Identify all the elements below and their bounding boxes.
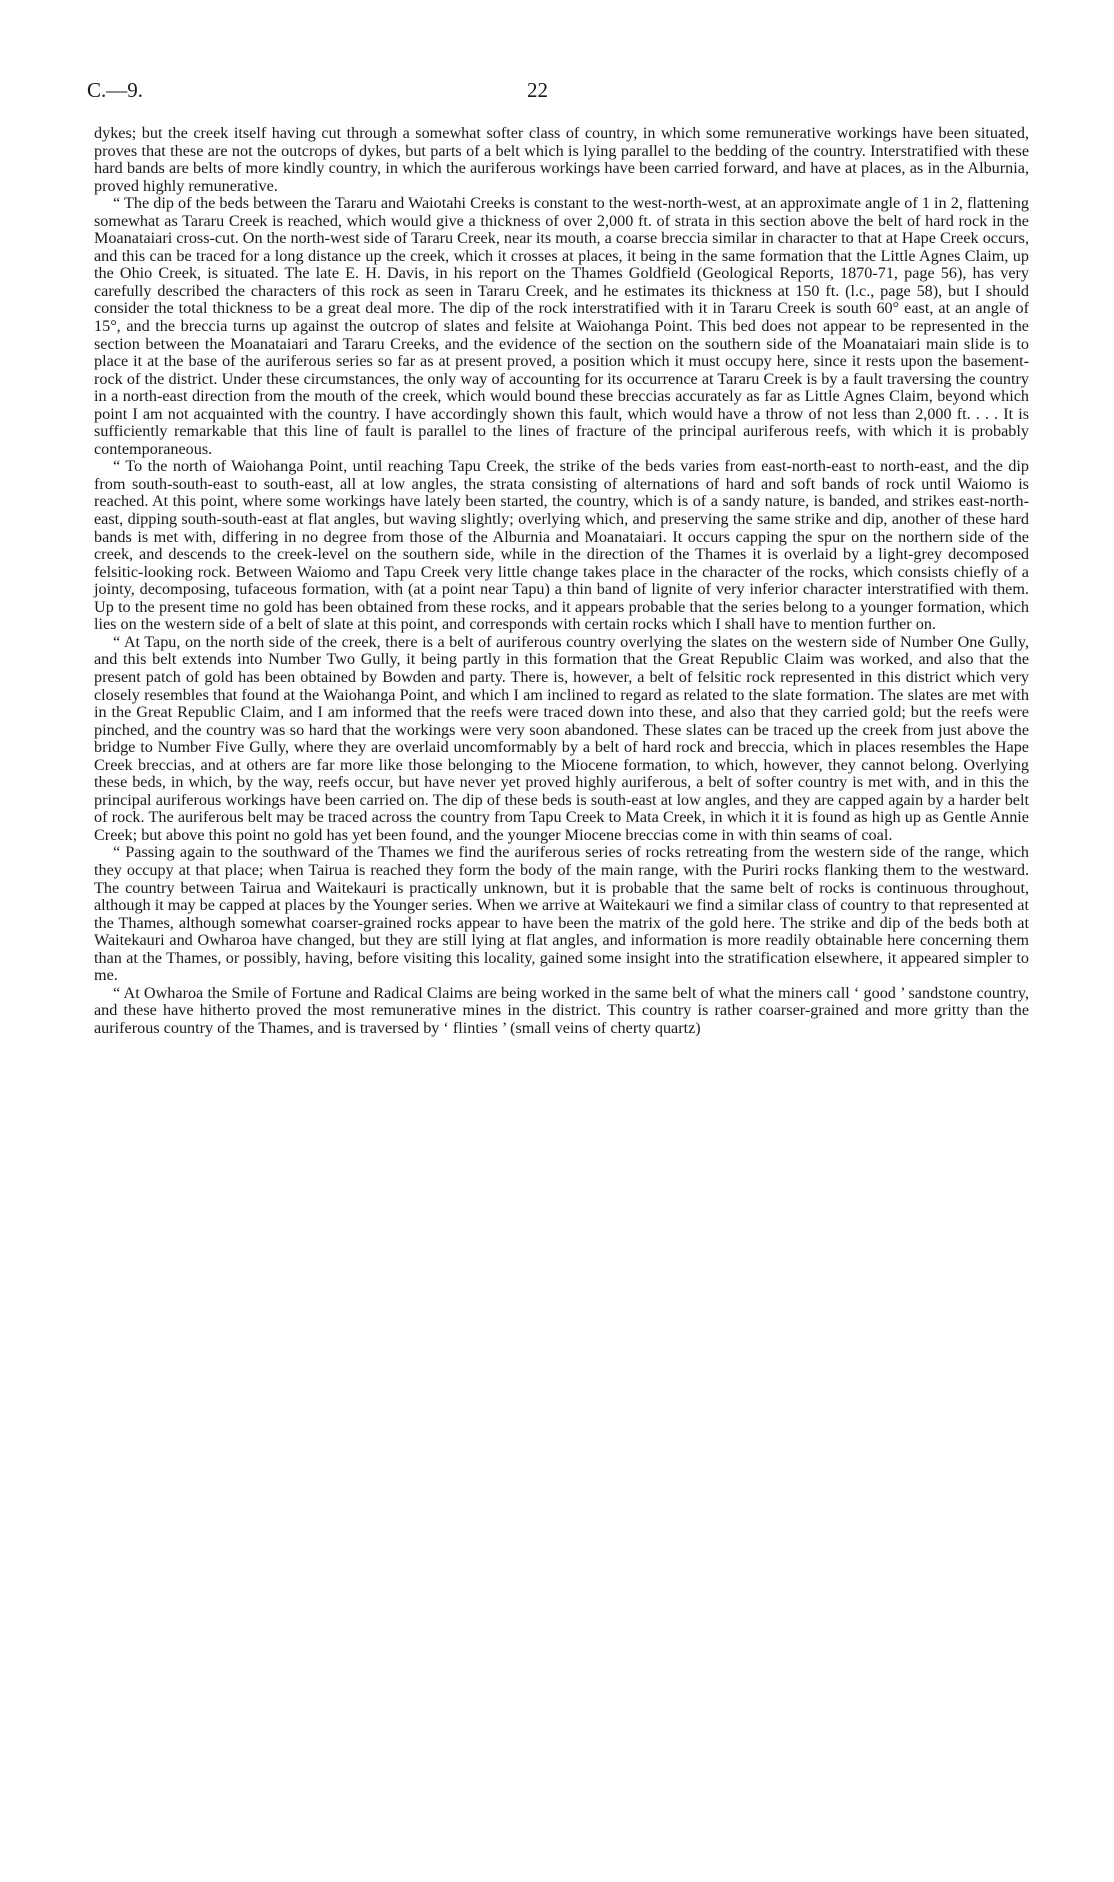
- paragraph-3: “ To the north of Waiohanga Point, until reaching Tapu Creek, the strike of the beds varies from east-north-east to north-east, and the dip from south-south-east to south-east, all at low angles, the strata consisting of alternations of hard and soft bands of rock until Waiomo is reached. At this point, where some workings have lately been started, the country, which is of a sandy nature, is banded, and strikes east-north-east, dipping south-south-east at flat angles, but waving slightly; overlying which, and preserving the same strike and dip, another of these hard bands is met with, differing in no degree from those of the Alburnia and Moanataiari. It occurs capping the spur on the northern side of the creek, and descends to the creek-level on the southern side, while in the direction of the Thames it is overlaid by a light-grey decomposed felsitic-looking rock. Between Waiomo and Tapu Creek very little change takes place in the character of the rocks, which consists chiefly of a jointy, decomposing, tufaceous formation, with (at a point near Tapu) a thin band of lignite of very inferior character interstratified with them. Up to the present time no gold has been obtained from these rocks, and it appears probable that the series belong to a younger formation, which lies on the western side of a belt of slate at this point, and corresponds with certain rocks which I shall have to mention further on.: [94, 457, 1029, 634]
- paragraph-2: “ The dip of the beds between the Tararu and Waiotahi Creeks is constant to the west-north-west, at an approximate angle of 1 in 2, flattening somewhat as Tararu Creek is reached, which would give a thickness of over 2,000 ft. of strata in this section above the belt of hard rock in the Moanataiari cross-cut. On the north-west side of Tararu Creek, near its mouth, a coarse breccia similar in character to that at Hape Creek occurs, and this can be traced for a long distance up the creek, which it crosses at places, it being in the same formation that the Little Agnes Claim, up the Ohio Creek, is situated. The late E. H. Davis, in his report on the Thames Goldfield (Geological Reports, 1870-71, page 56), has very carefully described the characters of this rock as seen in Tararu Creek, and he estimates its thickness at 150 ft. (l.c., page 58), but I should consider the total thickness to be a great deal more. The dip of the rock interstratified with it in Tararu Creek is south 60° east, at an angle of 15°, and the breccia turns up against the outcrop of slates and felsite at Waiohanga Point. This bed does not appear to be represented in the section between the Moanataiari and Tararu Creeks, and the evidence of the section on the southern side of the Moanataiari main slide is to place it at the base of the auriferous series so far as at present proved, a position which it must occupy here, since it rests upon the basement-rock of the district. Under these circumstances, the only way of accounting for its occurrence at Tararu Creek is by a fault traversing the country in a north-east direction from the mouth of the creek, which would bound these breccias accurately as far as Little Agnes Claim, beyond which point I am not acquainted with the country. I have accordingly shown this fault, which would have a throw of not less than 2,000 ft. . . . It is sufficiently remarkable that this line of fault is parallel to the lines of fracture of the principal auriferous reefs, with which it is probably contemporaneous.: [94, 194, 1029, 458]
- paragraph-4: “ At Tapu, on the north side of the creek, there is a belt of auriferous country overlying the slates on the western side of Number One Gully, and this belt extends into Number Two Gully, it being partly in this formation that the Great Republic Claim was worked, and also that the present patch of gold has been obtained by Bowden and party. There is, however, a belt of felsitic rock represented in this district which very closely resembles that found at the Waiohanga Point, and which I am inclined to regard as related to the slate formation. The slates are met with in the Great Republic Claim, and I am informed that the reefs were traced down into these, and also that they carried gold; but the reefs were pinched, and the country was so hard that the workings were very soon abandoned. These slates can be traced up the creek from just above the bridge to Number Five Gully, where they are overlaid uncomformably by a belt of hard rock and breccia, which in places resembles the Hape Creek breccias, and at others are far more like those belonging to the Miocene formation, to which, however, they cannot belong. Overlying these beds, in which, by the way, reefs occur, but have never yet proved highly auriferous, a belt of softer country is met with, and in this the principal auriferous workings have been carried on. The dip of these beds is south-east at low angles, and they are capped again by a harder belt of rock. The auriferous belt may be traced across the country from Tapu Creek to Mata Creek, in which it it is found as high up as Gentle Annie Creek; but above this point no gold has yet been found, and the younger Miocene breccias come in with thin seams of coal.: [94, 632, 1029, 844]
- document-id: C.—9.: [87, 78, 144, 102]
- page-header: [87, 78, 557, 108]
- paragraph-5: “ Passing again to the southward of the Thames we find the auriferous series of rocks retreating from the western side of the range, which they occupy at that place; when Tairua is reached they form the body of the main range, with the Puriri rocks flanking them to the westward. The country between Tairua and Waitekauri is practically unknown, but it is probable that the same belt of rocks is continuous throughout, although it may be capped at places by the Younger series. When we arrive at Waitekauri we find a similar class of country to that represented at the Thames, although somewhat coarser-grained rocks appear to have been the matrix of the gold here. The strike and dip of the beds both at Waitekauri and Owharoa have changed, but they are still lying at flat angles, and information is more readily obtainable here concerning them than at the Thames, or possibly, having, before visiting this locality, gained some insight into the stratification elsewhere, it appeared simpler to me.: [94, 843, 1029, 985]
- paragraph-1: dykes; but the creek itself having cut through a somewhat softer class of country, in which some remunerative workings have been situated, proves that these are not the outcrops of dykes, but parts of a belt which is lying parallel to the bedding of the country. Interstratified with these hard bands are belts of more kindly country, in which the auriferous workings have been carried forward, and have at places, as in the Alburnia, proved highly remunerative.: [94, 124, 1029, 195]
- page-number: 22: [527, 78, 548, 102]
- paragraph-6: “ At Owharoa the Smile of Fortune and Radical Claims are being worked in the same belt of what the miners call ‘ good ’ sandstone country, and these have hitherto proved the most remunerative mines in the district. This country is rather coarser-grained and more gritty than the auriferous country of the Thames, and is traversed by ‘ flinties ’ (small veins of cherty quartz): [94, 983, 1029, 1037]
- body-text: [94, 125, 1029, 1037]
